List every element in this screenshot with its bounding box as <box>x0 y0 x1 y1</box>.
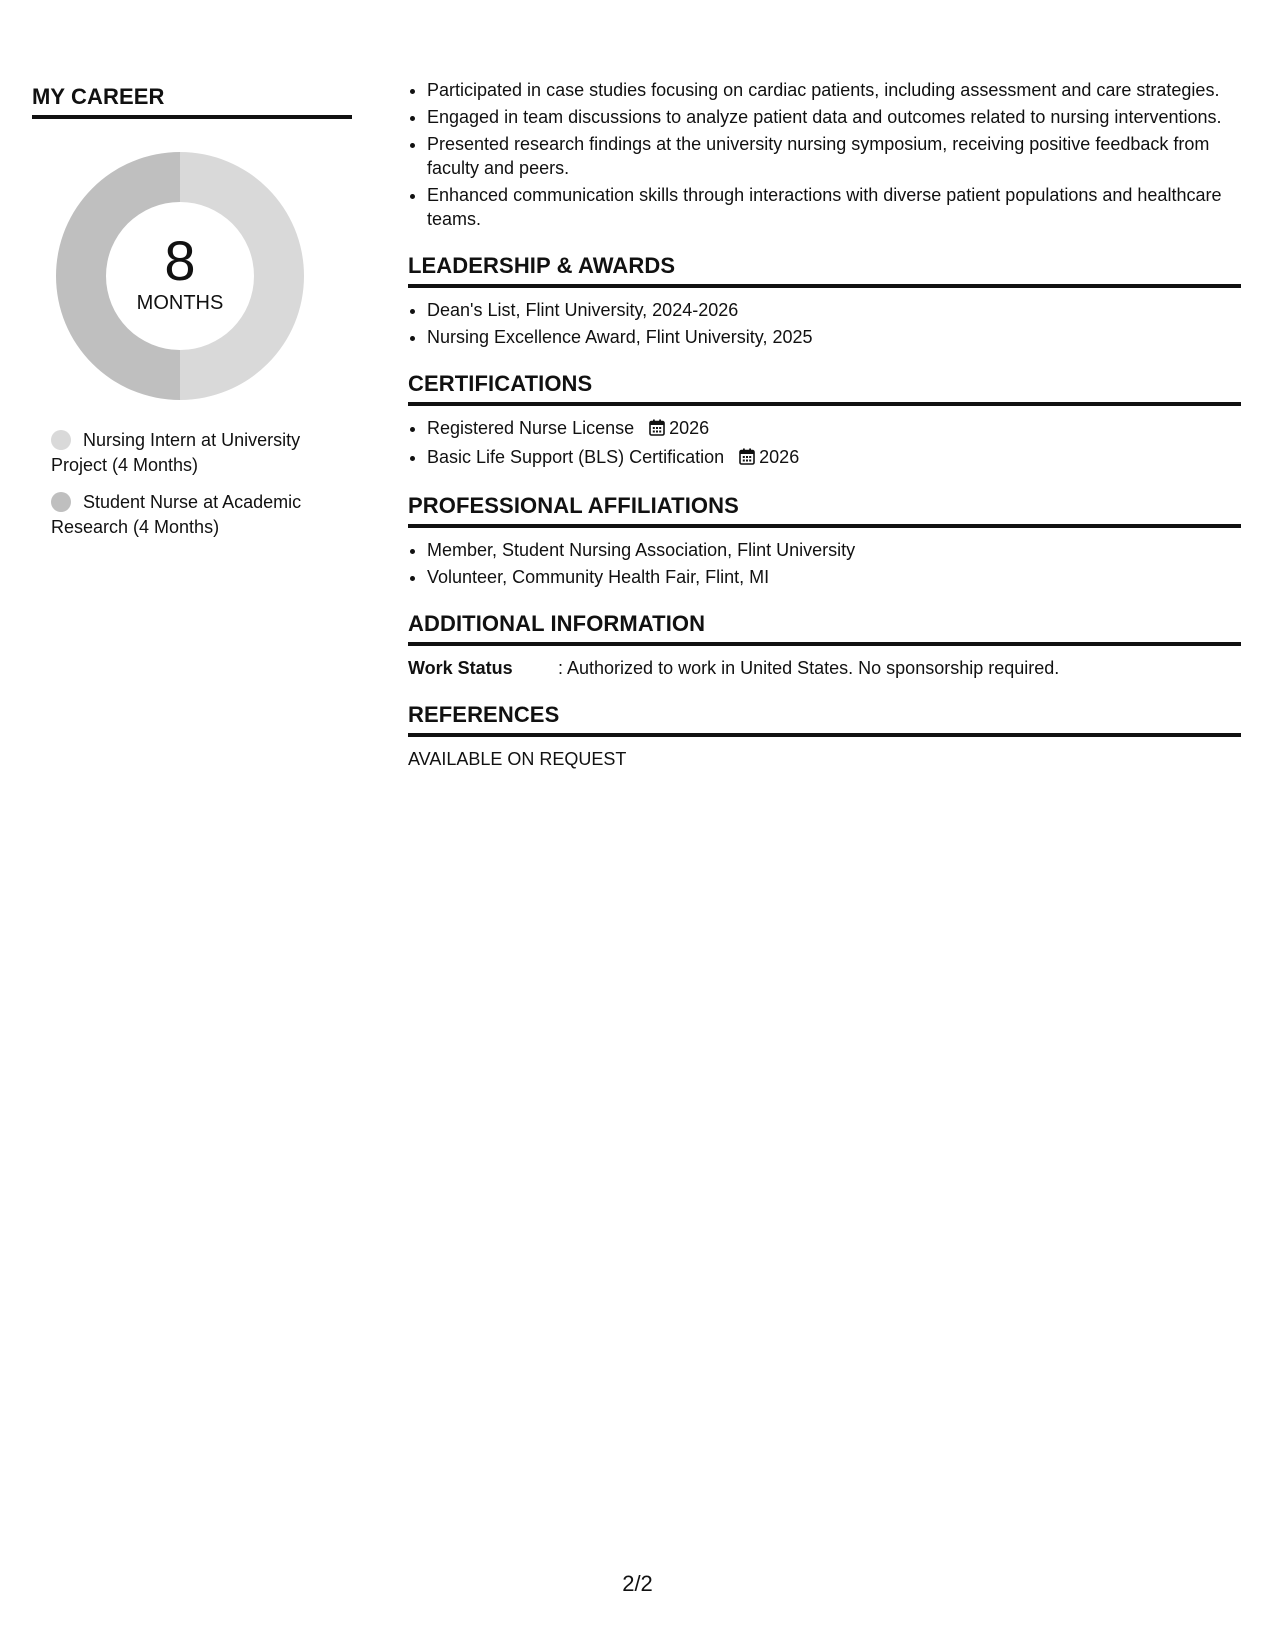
references-title: REFERENCES <box>408 702 1241 737</box>
calendar-icon <box>739 447 755 471</box>
certifications-title: CERTIFICATIONS <box>408 371 1241 406</box>
affiliations-list <box>408 538 1241 589</box>
career-title: MY CAREER <box>32 84 352 119</box>
references-text: AVAILABLE ON REQUEST <box>408 749 627 769</box>
experience-bullet: • Participated in case studies focusing on cardiac patients, including assessment and care strategies. <box>427 78 1241 102</box>
leadership-item: • Dean's List, Flint University, 2024-2026 <box>427 298 1241 322</box>
certification-year: 2026 <box>669 418 710 438</box>
experience-bullet: • Enhanced communication skills through interactions with diverse patient populations and healthcare teams. <box>427 183 1241 231</box>
additional-info-section <box>408 611 1241 680</box>
certification-name: Basic Life Support (BLS) Certification <box>427 447 725 467</box>
career-panel <box>32 84 352 552</box>
leadership-list <box>408 298 1241 349</box>
references-section <box>408 702 1241 771</box>
experience-bullet: • Presented research findings at the university nursing symposium, receiving positive feedback from faculty and peers. <box>427 132 1241 180</box>
certifications-list <box>408 416 1241 471</box>
legend-item <box>51 490 331 540</box>
affiliations-title: PROFESSIONAL AFFILIATIONS <box>408 493 1241 528</box>
career-total-unit: MONTHS <box>136 292 224 314</box>
additional-info-title: ADDITIONAL INFORMATION <box>408 611 1241 646</box>
career-legend <box>51 428 331 540</box>
legend-label: Nursing Intern at University Project (4 Months) <box>51 430 301 475</box>
certification-item <box>427 445 1241 471</box>
legend-item <box>51 428 331 478</box>
affiliation-item: • Member, Student Nursing Association, Flint University <box>427 538 1241 562</box>
career-donut-chart <box>56 152 304 400</box>
page-number: 2/2 <box>622 1571 653 1596</box>
calendar-icon <box>649 418 665 442</box>
work-status-label: Work Status <box>408 658 513 678</box>
leadership-item: • Nursing Excellence Award, Flint University, 2025 <box>427 325 1241 349</box>
experience-bullet-list <box>408 78 1241 231</box>
legend-dot-icon <box>51 492 71 512</box>
legend-label: Student Nurse at Academic Research (4 Months) <box>51 492 302 537</box>
leadership-section <box>408 253 1241 349</box>
work-status-row <box>408 656 1241 680</box>
donut-center-label <box>56 152 304 400</box>
experience-bullet: • Engaged in team discussions to analyze patient data and outcomes related to nursing interventions. <box>427 105 1241 129</box>
certification-name: Registered Nurse License <box>427 418 635 438</box>
main-content <box>408 78 1241 771</box>
affiliation-item: • Volunteer, Community Health Fair, Flint, MI <box>427 565 1241 589</box>
certifications-section <box>408 371 1241 471</box>
certification-year: 2026 <box>759 447 800 467</box>
leadership-title: LEADERSHIP & AWARDS <box>408 253 1241 288</box>
legend-dot-icon <box>51 430 71 450</box>
work-status-value: : Authorized to work in United States. No sponsorship required. <box>558 658 1060 678</box>
affiliations-section <box>408 493 1241 589</box>
career-total-number: 8 <box>164 229 196 292</box>
certification-item <box>427 416 1241 442</box>
